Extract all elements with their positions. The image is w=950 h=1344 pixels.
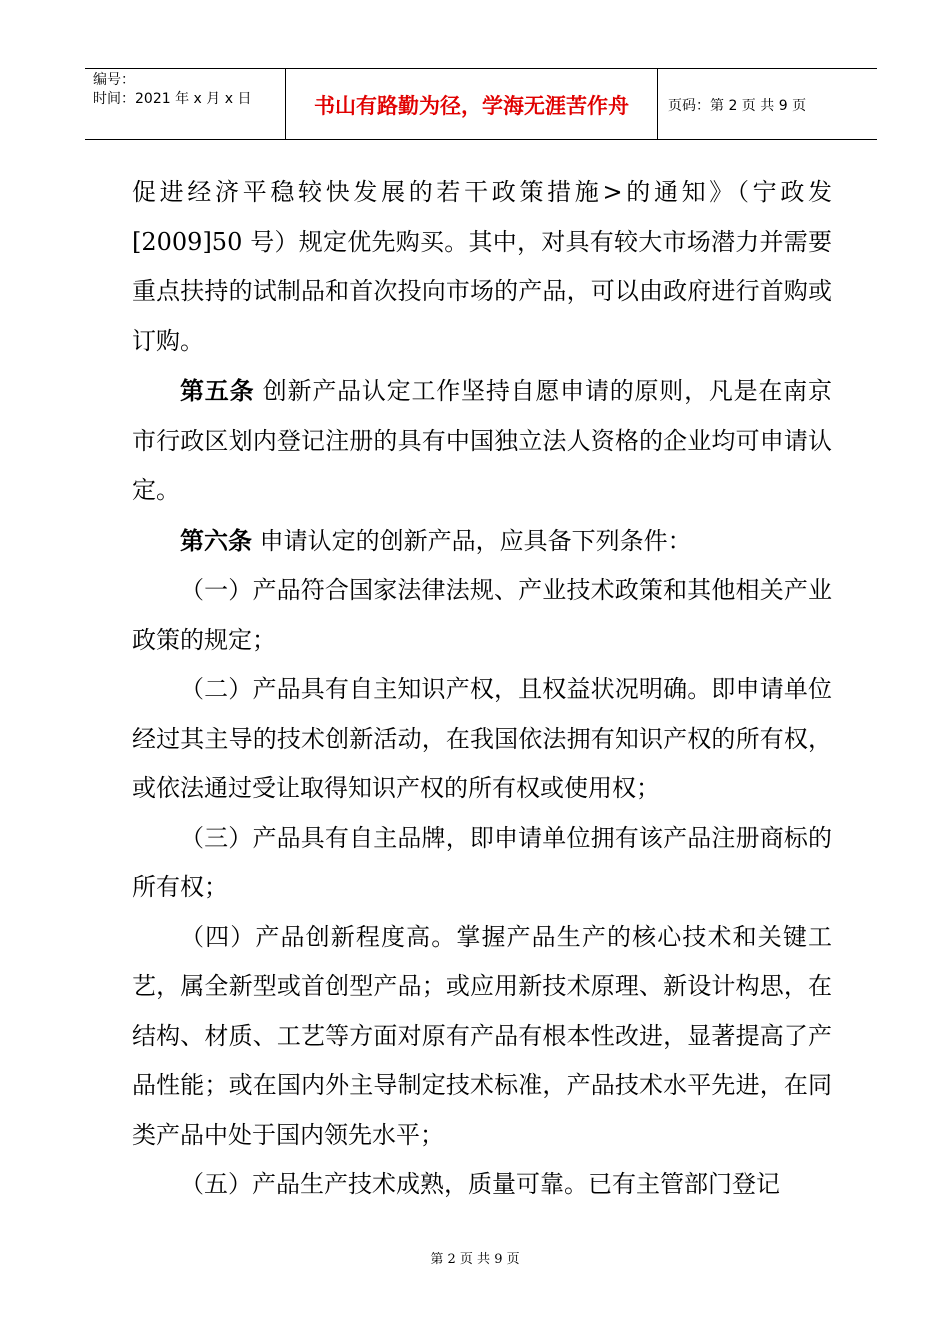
condition-item-1: （一）产品符合国家法律法规、产业技术政策和其他相关产业政策的规定； bbox=[132, 576, 832, 654]
article-5-text: 创新产品认定工作坚持自愿申请的原则，凡是在南京市行政区划内登记注册的具有中国独立法人资格的企业均可申请认定。 bbox=[132, 377, 832, 504]
article-5 bbox=[132, 366, 832, 516]
header-motto: 书山有路勤为径，学海无涯苦作舟 bbox=[286, 69, 658, 139]
document-time-label: 时间：2021 年 x 月 x 日 bbox=[93, 91, 252, 107]
article-6-text: 申请认定的创新产品，应具备下列条件： bbox=[252, 526, 692, 555]
condition-item-3: （三）产品具有自主品牌，即申请单位拥有该产品注册商标的所有权； bbox=[132, 823, 832, 901]
condition-item-4: （四）产品创新程度高。掌握产品生产的核心技术和关键工艺，属全新型或首创型产品；或应用新技术原理、新设计构思，在结构、材质、工艺等方面对原有产品有根本性改进，显著提高了产品性能；或在国内外主导制定技术标准，产品技术水平先进，在同类产品中处于国内领先水平； bbox=[132, 922, 832, 1149]
page-header bbox=[85, 68, 877, 140]
condition-item-5: （五）产品生产技术成熟，质量可靠。已有主管部门登记 bbox=[180, 1170, 780, 1198]
article-6 bbox=[132, 516, 832, 567]
paragraph-continued: 促进经济平稳较快发展的若干政策措施>的通知》（宁政发[2009]50 号）规定优先购买。其中，对具有较大市场潜力并需要重点扶持的试制品和首次投向市场的产品，可以由政府进行首购或订购。 bbox=[132, 178, 832, 355]
document-number-label: 编号： bbox=[93, 72, 135, 88]
document-body bbox=[132, 168, 832, 1210]
article-6-title: 第六条 bbox=[180, 525, 252, 555]
condition-item-2: （二）产品具有自主知识产权，且权益状况明确。即申请单位经过其主导的技术创新活动，在我国依法拥有知识产权的所有权，或依法通过受让取得知识产权的所有权或使用权； bbox=[132, 675, 832, 802]
article-5-title: 第五条 bbox=[180, 376, 255, 405]
page-footer: 第 2 页 共 9 页 bbox=[430, 1252, 520, 1267]
header-meta bbox=[85, 69, 286, 139]
header-page-code: 页码：第 2 页 共 9 页 bbox=[668, 98, 807, 114]
